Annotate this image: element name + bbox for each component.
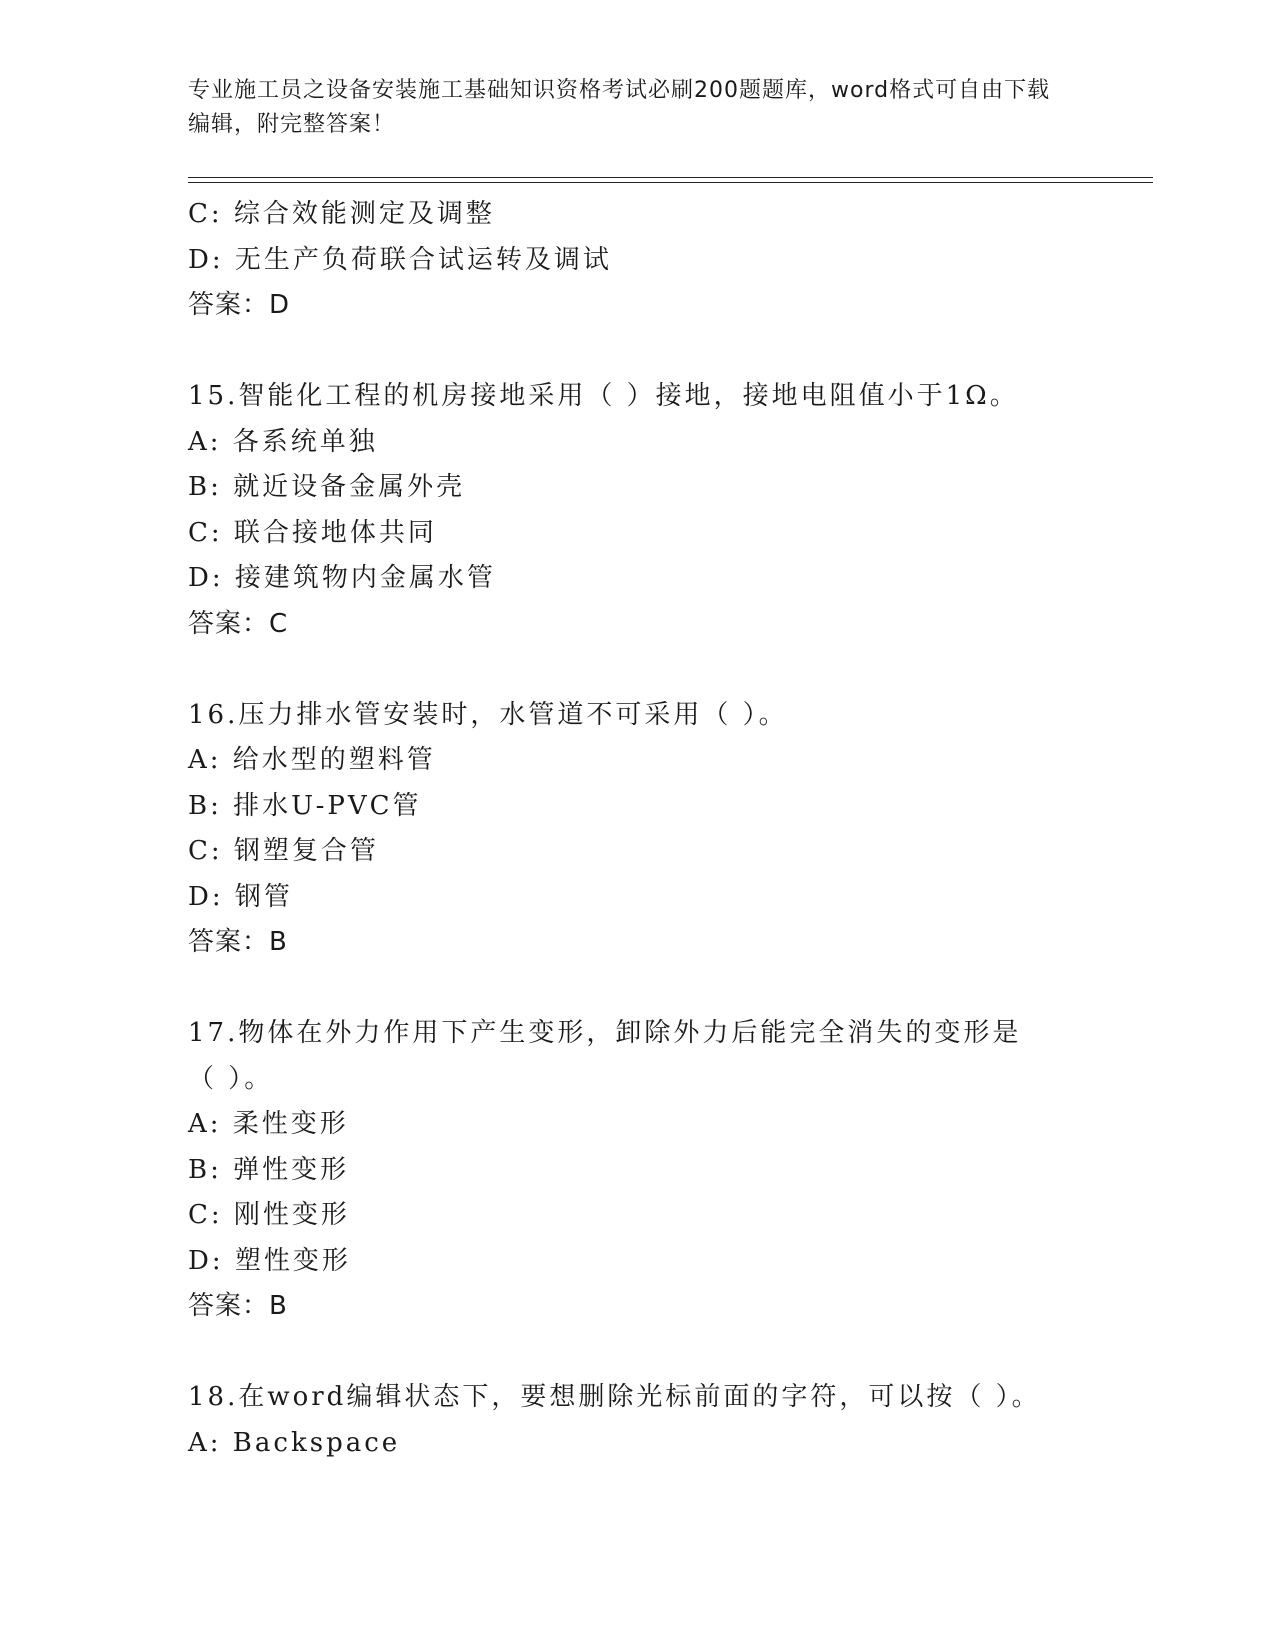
spacer xyxy=(188,329,1088,375)
option-b: B: 弹性变形 xyxy=(188,1154,350,1185)
option-b: B: 排水U-PVC管 xyxy=(188,790,422,821)
option-c: C: 联合接地体共同 xyxy=(188,517,437,548)
spacer xyxy=(188,1330,1088,1376)
answer-line: 答案：B xyxy=(188,927,288,957)
question-17 xyxy=(188,1011,1088,1330)
option-a: A: 各系统单独 xyxy=(188,426,378,457)
question-stem: 15.智能化工程的机房接地采用（ ）接地，接地电阻值小于1Ω。 xyxy=(188,381,1019,411)
answer-line: 答案：C xyxy=(188,608,289,639)
option-c: C: 钢塑复合管 xyxy=(188,836,379,866)
answer-line: 答案：D xyxy=(188,290,291,320)
question-stem: 18.在word编辑状态下，要想删除光标前面的字符，可以按（ ）。 xyxy=(188,1382,1041,1412)
option-a: A: 给水型的塑料管 xyxy=(188,745,436,775)
spacer xyxy=(188,966,1088,1012)
question-list xyxy=(188,192,1088,1466)
option-d: D: 钢管 xyxy=(188,881,293,912)
option-b: B: 就近设备金属外壳 xyxy=(188,472,466,502)
option-a: A: Backspace xyxy=(188,1427,401,1458)
option-d: D: 接建筑物内金属水管 xyxy=(188,563,496,593)
option-a: A: 柔性变形 xyxy=(188,1109,349,1139)
option-c: C: 刚性变形 xyxy=(188,1200,350,1230)
answer-line: 答案：B xyxy=(188,1291,288,1321)
document-header: 专业施工员之设备安装施工基础知识资格考试必刷200题题库，word格式可自由下载编辑，附完整答案！ xyxy=(188,78,1051,137)
option-d: D: 塑性变形 xyxy=(188,1245,351,1276)
option-d: D: 无生产负荷联合试运转及调试 xyxy=(188,244,612,275)
spacer xyxy=(188,647,1088,693)
question-stem: 16.压力排水管安装时，水管道不可采用（ ）。 xyxy=(188,699,788,730)
question-stem: 17.物体在外力作用下产生变形，卸除外力后能完全消失的变形是（ ）。 xyxy=(188,1018,1022,1094)
question-14-continuation xyxy=(188,192,1088,329)
header-divider-top xyxy=(188,177,1153,178)
header-divider-bottom xyxy=(188,182,1153,183)
question-18 xyxy=(188,1375,1088,1466)
option-c: C: 综合效能测定及调整 xyxy=(188,199,495,229)
question-16 xyxy=(188,693,1088,966)
question-15 xyxy=(188,374,1088,647)
